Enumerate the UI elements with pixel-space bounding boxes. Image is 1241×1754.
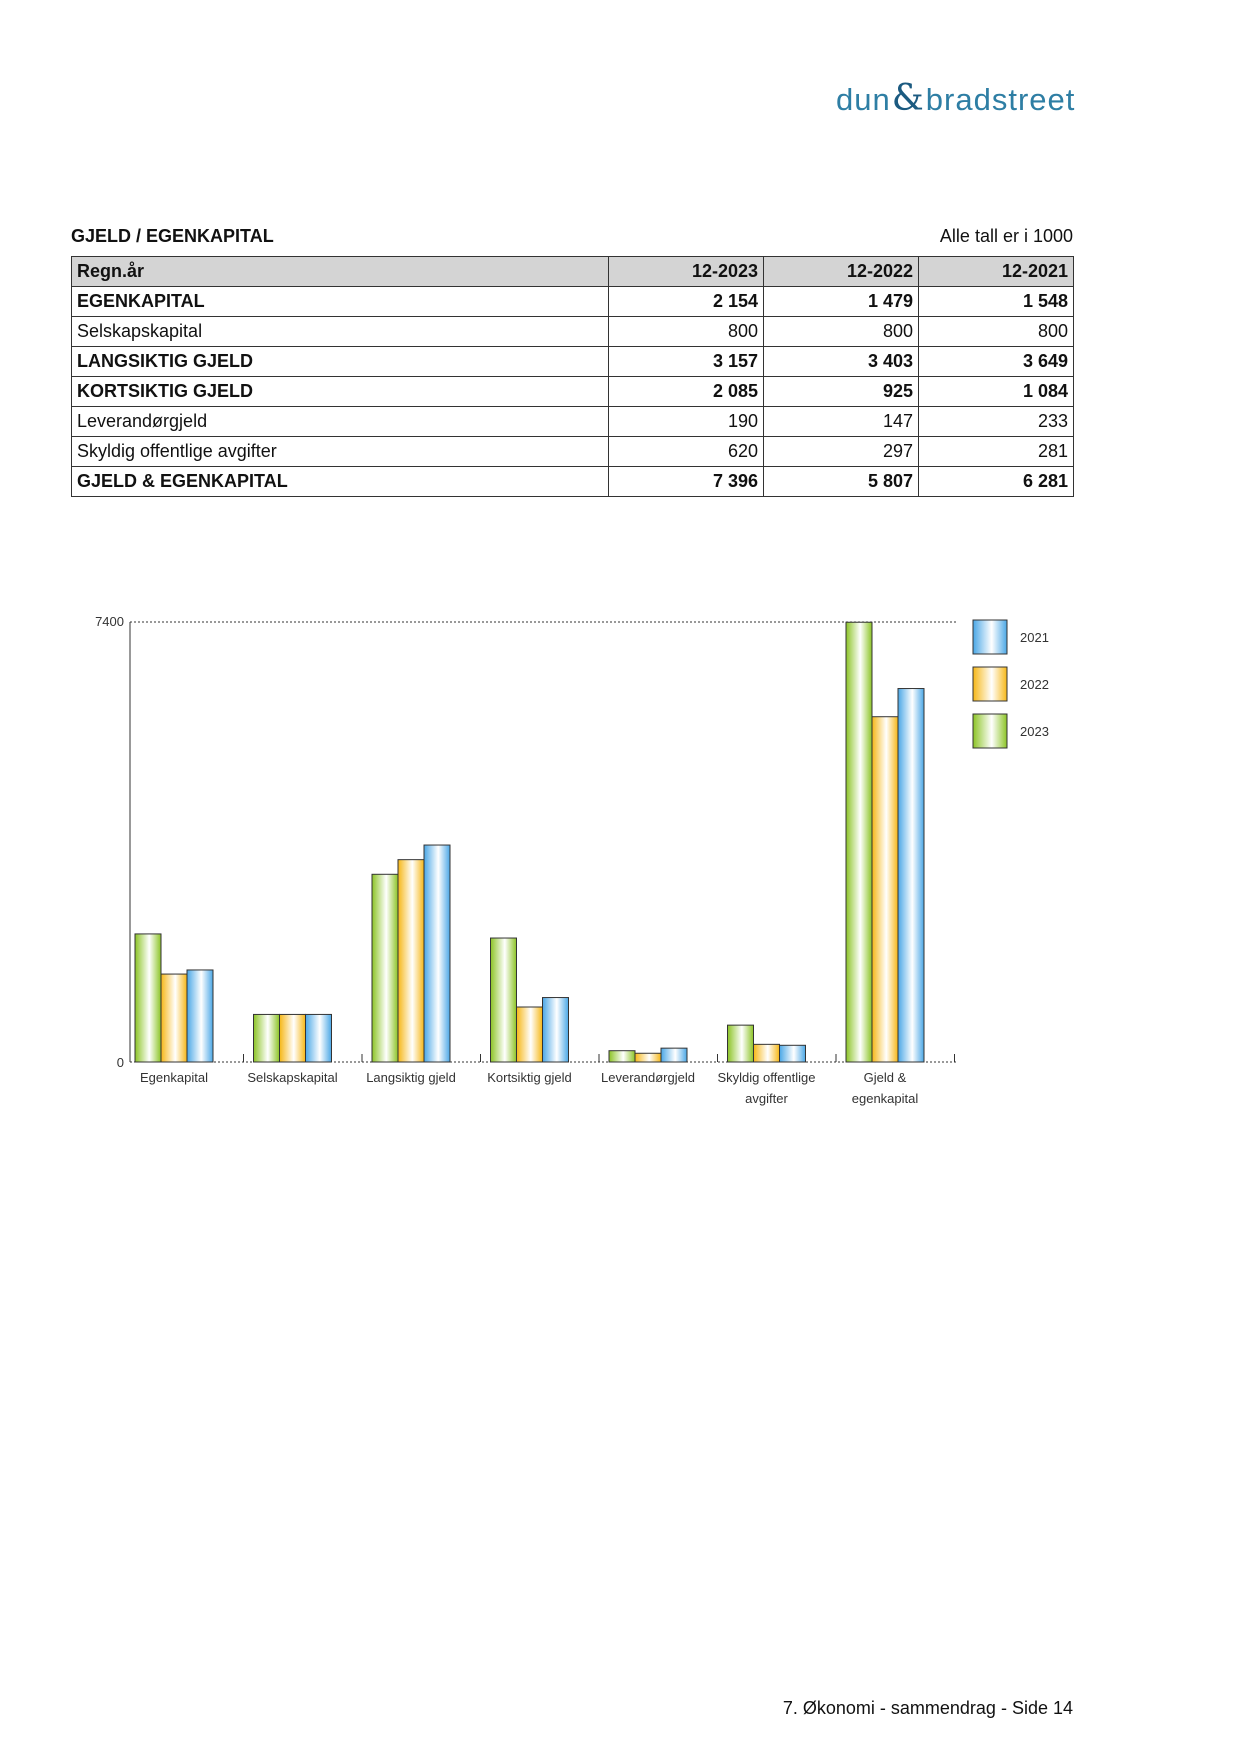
y-tick-label: 7400	[95, 614, 124, 629]
legend-swatch-2021	[973, 620, 1007, 654]
bar-2021	[306, 1014, 332, 1062]
bar-2021	[898, 689, 924, 1062]
bar-2022	[635, 1053, 661, 1062]
dun-bradstreet-logo	[836, 78, 1076, 122]
row-value: 3 157	[609, 347, 764, 377]
bar-2022	[517, 1007, 543, 1062]
table-header-row	[72, 257, 1074, 287]
row-value: 5 807	[764, 467, 919, 497]
x-tick-label: Skyldig offentlige	[717, 1070, 816, 1085]
bar-2023	[846, 622, 872, 1062]
row-label: LANGSIKTIG GJELD	[72, 347, 609, 377]
bar-2021	[661, 1048, 687, 1062]
table-row	[72, 377, 1074, 407]
table-row	[72, 437, 1074, 467]
row-value: 147	[764, 407, 919, 437]
row-label: Skyldig offentlige avgifter	[72, 437, 609, 467]
row-value: 233	[919, 407, 1074, 437]
bar-2023	[135, 934, 161, 1062]
legend-label: 2021	[1020, 630, 1049, 645]
bar-2021	[187, 970, 213, 1062]
legend-swatch-2023	[973, 714, 1007, 748]
row-value: 6 281	[919, 467, 1074, 497]
legend-label: 2022	[1020, 677, 1049, 692]
table-row	[72, 287, 1074, 317]
table-row	[72, 407, 1074, 437]
x-tick-label: Egenkapital	[140, 1070, 208, 1085]
row-value: 800	[919, 317, 1074, 347]
row-value: 2 085	[609, 377, 764, 407]
x-tick-label: egenkapital	[851, 1091, 919, 1106]
section-title: GJELD / EGENKAPITAL	[71, 226, 274, 246]
x-tick-label: avgifter	[745, 1091, 788, 1106]
bar-2023	[372, 874, 398, 1062]
row-value: 925	[764, 377, 919, 407]
row-value: 800	[609, 317, 764, 347]
row-value: 3 403	[764, 347, 919, 377]
row-label: Selskapskapital	[72, 317, 609, 347]
row-value: 1 479	[764, 287, 919, 317]
bar-2022	[754, 1044, 780, 1062]
x-tick-label: Langsiktig gjeld	[366, 1070, 456, 1085]
page-footer: 7. Økonomi - sammendrag - Side 14	[782, 1698, 1073, 1718]
bar-2022	[872, 717, 898, 1062]
column-header: Regn.år	[72, 257, 609, 287]
row-value: 297	[764, 437, 919, 467]
bar-2021	[543, 998, 569, 1062]
bar-2023	[254, 1014, 280, 1062]
balance-bar-chart	[80, 610, 1080, 1120]
row-label: EGENKAPITAL	[72, 287, 609, 317]
column-header: 12-2023	[609, 257, 764, 287]
logo-text-bradstreet: bradstreet	[925, 82, 1076, 117]
bar-2023	[491, 938, 517, 1062]
row-value: 1 084	[919, 377, 1074, 407]
row-value: 190	[609, 407, 764, 437]
x-tick-label: Kortsiktig gjeld	[487, 1070, 572, 1085]
row-value: 1 548	[919, 287, 1074, 317]
table-row	[72, 317, 1074, 347]
logo-text-dun: dun	[836, 82, 891, 117]
bar-2023	[609, 1051, 635, 1062]
row-value: 7 396	[609, 467, 764, 497]
row-label: GJELD & EGENKAPITAL	[72, 467, 609, 497]
bar-2023	[728, 1025, 754, 1062]
legend-label: 2023	[1020, 724, 1049, 739]
bar-2022	[280, 1014, 306, 1062]
balance-table	[71, 256, 1074, 497]
row-value: 800	[764, 317, 919, 347]
x-tick-label: Leverandørgjeld	[601, 1070, 695, 1085]
row-value: 620	[609, 437, 764, 467]
units-note: Alle tall er i 1000	[939, 226, 1073, 246]
row-value: 3 649	[919, 347, 1074, 377]
row-value: 281	[919, 437, 1074, 467]
bar-2021	[780, 1045, 806, 1062]
table-row	[72, 347, 1074, 377]
bar-2022	[161, 974, 187, 1062]
legend-swatch-2022	[973, 667, 1007, 701]
section-header	[71, 224, 1073, 250]
logo-ampersand: &	[891, 78, 925, 119]
bar-2021	[424, 845, 450, 1062]
table-row	[72, 467, 1074, 497]
row-value: 2 154	[609, 287, 764, 317]
column-header: 12-2021	[919, 257, 1074, 287]
row-label: Leverandørgjeld	[72, 407, 609, 437]
row-label: KORTSIKTIG GJELD	[72, 377, 609, 407]
bar-2022	[398, 860, 424, 1062]
x-tick-label: Gjeld &	[863, 1070, 907, 1085]
x-tick-label: Selskapskapital	[247, 1070, 338, 1085]
y-tick-label: 0	[116, 1055, 124, 1070]
column-header: 12-2022	[764, 257, 919, 287]
